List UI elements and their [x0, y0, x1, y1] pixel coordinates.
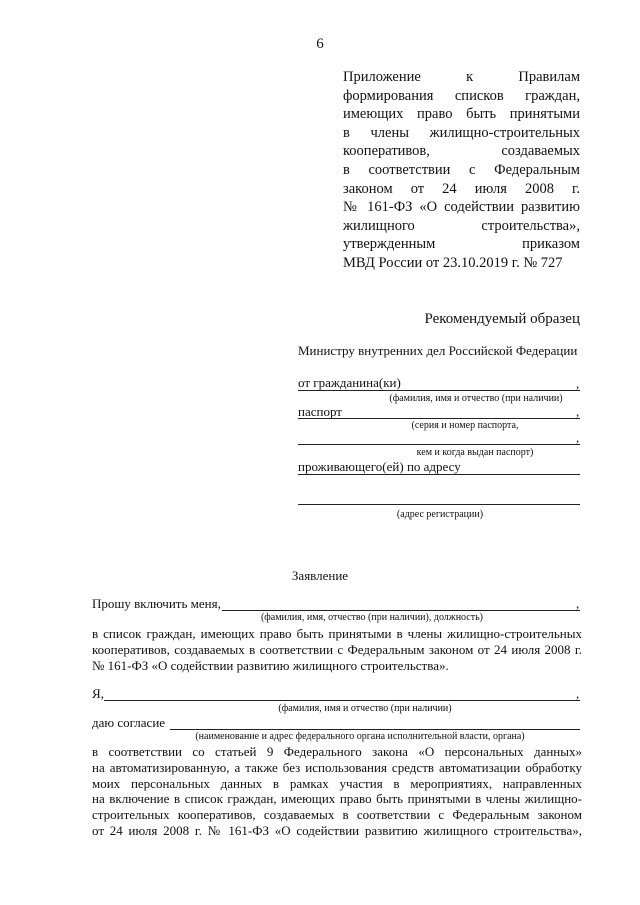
- residence-field-line[interactable]: [298, 474, 580, 475]
- consent-paragraph: [92, 744, 582, 839]
- registration-caption: (адрес регистрации): [396, 509, 484, 520]
- paragraph-line: моих персональных данных в рамках участия в мероприятиях, направленных: [92, 775, 582, 791]
- paragraph-line: на включение в список граждан, имеющих право быть принятыми в члены жилищно-: [92, 791, 582, 807]
- request-name-field-line[interactable]: [222, 610, 580, 611]
- appendix-line: в члены жилищно-строительных: [343, 124, 580, 141]
- appendix-line: МВД России от 23.10.2019 г. № 727: [343, 254, 563, 271]
- passport-label: паспорт: [298, 404, 342, 419]
- appendix-line: законом от 24 июля 2008 г.: [343, 180, 580, 197]
- issued-caption: кем и когда выдан паспорт): [416, 447, 534, 458]
- consent-lead: Я,: [92, 686, 104, 701]
- request-lead: Прошу включить меня,: [92, 596, 221, 611]
- appendix-line: № 161-ФЗ «О содействии развитию: [343, 199, 580, 216]
- give-consent-label: даю согласие: [92, 715, 166, 730]
- org-caption: (наименование и адрес федерального органа исполнительной власти, органа): [195, 731, 525, 742]
- paragraph-line: от 24 июля 2008 г. № 161-ФЗ «О содействии развитию жилищного строительства»,: [92, 822, 582, 838]
- from-field-line[interactable]: [298, 390, 580, 391]
- appendix-line: имеющих право быть принятыми: [343, 106, 580, 123]
- appendix-line: жилищного строительства»,: [343, 217, 580, 234]
- paragraph-line: кооперативов, создаваемых в соответствии с Федеральным законом от 24 июля 2008 г.: [92, 641, 582, 657]
- appendix-line: кооперативов, создаваемых: [343, 143, 580, 160]
- passport-caption: (серия и номер паспорта,: [411, 420, 519, 431]
- residence-label: проживающего(ей) по адресу: [298, 459, 461, 474]
- registration-field-line[interactable]: [298, 504, 580, 505]
- recommended-sample-label: Рекомендуемый образец: [424, 311, 580, 327]
- document-title: Заявление: [291, 568, 349, 583]
- comma: ,: [576, 376, 580, 391]
- appendix-line: в соответствии с Федеральным: [343, 161, 580, 178]
- appendix-line: формирования списков граждан,: [343, 87, 580, 104]
- page-number: 6: [316, 36, 324, 52]
- comma: ,: [576, 404, 580, 419]
- passport-issued-field-line[interactable]: [298, 444, 580, 445]
- consent-name-field-line[interactable]: [104, 700, 580, 701]
- from-label: от гражданина(ки): [298, 375, 401, 390]
- paragraph-line: на автоматизированную, а также без использования средств автоматизации обработку: [92, 759, 582, 775]
- paragraph-line: в список граждан, имеющих право быть принятыми в члены жилищно-строительных: [92, 626, 582, 641]
- appendix-line: утвержденным приказом: [343, 236, 580, 253]
- consent-caption: (фамилия, имя и отчество (при наличии): [278, 703, 452, 714]
- comma: ,: [576, 686, 580, 701]
- request-caption: (фамилия, имя, отчество (при наличии), должность): [260, 612, 484, 623]
- appendix-heading: [343, 68, 580, 273]
- paragraph-line: строительных кооперативов, создаваемых в соответствии с Федеральным законом: [92, 807, 582, 823]
- consent-org-field-line[interactable]: [170, 729, 580, 730]
- appendix-line: Приложение к Правилам: [343, 69, 580, 85]
- from-caption: (фамилия, имя и отчество (при наличии): [389, 393, 563, 404]
- comma: ,: [576, 596, 580, 611]
- paragraph-line: № 161-ФЗ «О содействии развитию жилищного строительства».: [92, 657, 449, 673]
- addressee-to: Министру внутренних дел Российской Федерации: [298, 343, 578, 358]
- paragraph-line: в соответствии со статьей 9 Федерального закона «О персональных данных»: [92, 744, 582, 759]
- comma: ,: [576, 430, 580, 445]
- request-paragraph: [92, 626, 582, 673]
- passport-field-line[interactable]: [298, 418, 580, 419]
